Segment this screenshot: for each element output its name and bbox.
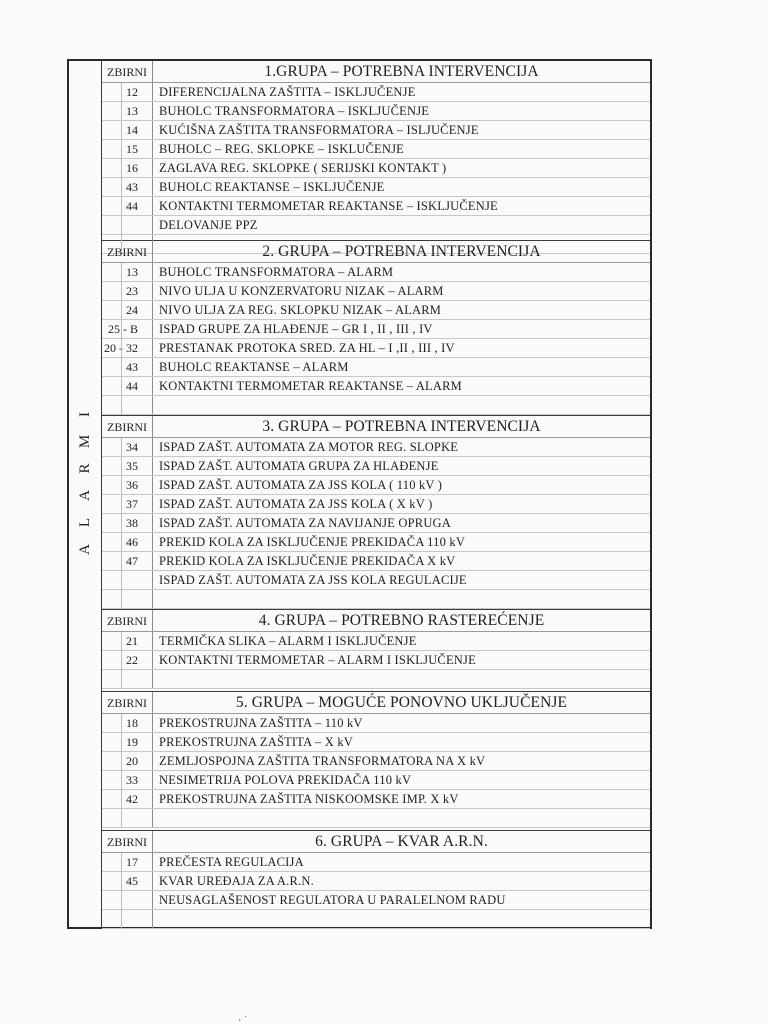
table-row — [102, 790, 650, 809]
side-letter: L — [77, 517, 93, 528]
side-letter: I — [77, 412, 93, 417]
alarm-description — [153, 590, 650, 608]
table-row — [102, 358, 650, 377]
alarm-code: 18 — [102, 714, 153, 732]
table-row — [102, 396, 650, 415]
alarm-code: 17 — [102, 853, 153, 871]
group-title: 3. GRUPA – POTREBNA INTERVENCIJA — [262, 418, 541, 435]
alarm-description: ISPAD ZAŠT. AUTOMATA GRUPA ZA HLAĐENJE — [159, 459, 439, 473]
alarm-group-6 — [102, 831, 650, 929]
alarm-description: TERMIČKA SLIKA – ALARM I ISKLJUČENJE — [159, 634, 417, 648]
group-header-row — [102, 416, 650, 438]
alarm-description: ISPAD GRUPE ZA HLAĐENJE – GR I , II , III , IV — [159, 322, 433, 336]
alarm-description: ISPAD ZAŠT. AUTOMATA ZA JSS KOLA REGULACIJE — [159, 573, 467, 587]
alarm-description: PRESTANAK PROTOKA SRED. ZA HL – I ,II , III , IV — [159, 341, 455, 355]
alarm-code: 24 — [102, 301, 153, 319]
alarm-description: NESIMETRIJA POLOVA PREKIDAČA 110 kV — [159, 773, 412, 787]
alarm-description: PREKOSTRUJNA ZAŠTITA – 110 kV — [159, 716, 363, 730]
alarm-description: KVAR UREĐAJA ZA A.R.N. — [159, 874, 314, 888]
table-row — [102, 891, 650, 910]
group-code-header: ZBIRNI — [102, 61, 153, 82]
group-header-row — [102, 61, 650, 83]
alarm-code — [102, 590, 153, 608]
alarm-code: 33 — [102, 771, 153, 789]
table-row — [102, 339, 650, 358]
alarm-description: PREKID KOLA ZA ISKLJUČENJE PREKIDAČA 110 kV — [159, 535, 466, 549]
table-row — [102, 733, 650, 752]
alarm-description: KONTAKTNI TERMOMETAR REAKTANSE – ALARM — [159, 379, 462, 393]
alarm-group-4 — [102, 610, 650, 692]
alarm-code: 35 — [102, 457, 153, 475]
alarm-description: BUHOLC – REG. SKLOPKE – ISKLUČENJE — [159, 142, 405, 156]
table-row — [102, 514, 650, 533]
table-row — [102, 83, 650, 102]
side-label-column — [69, 61, 102, 927]
group-code-header: ZBIRNI — [102, 692, 153, 713]
table-row — [102, 457, 650, 476]
group-code-header: ZBIRNI — [102, 241, 153, 262]
table-row — [102, 197, 650, 216]
alarm-code — [102, 571, 153, 589]
alarm-code — [102, 670, 153, 688]
group-title: 1.GRUPA – POTREBNA INTERVENCIJA — [264, 63, 539, 80]
alarm-description: KONTAKTNI TERMOMETAR REAKTANSE – ISKLJUČENJE — [159, 199, 498, 213]
group-code-header: ZBIRNI — [102, 831, 153, 852]
alarm-description: BUHOLC REAKTANSE – ISKLJUČENJE — [159, 180, 385, 194]
scan-artifact: ‚ · — [238, 1012, 248, 1023]
side-letter: M — [77, 434, 93, 449]
alarm-code: 45 — [102, 872, 153, 890]
table-row — [102, 872, 650, 891]
alarm-code: 23 — [102, 282, 153, 300]
table-row — [102, 282, 650, 301]
alarm-code: 20 - 32 — [102, 339, 153, 357]
alarm-description: ISPAD ZAŠT. AUTOMATA ZA JSS KOLA ( 110 kV ) — [159, 478, 443, 492]
alarm-code: 43 — [102, 178, 153, 196]
table-row — [102, 320, 650, 339]
alarm-group-3 — [102, 416, 650, 610]
alarm-description: ISPAD ZAŠT. AUTOMATA ZA JSS KOLA ( X kV ) — [159, 497, 433, 511]
side-label-alarmi — [69, 401, 102, 563]
side-letter: A — [77, 544, 93, 555]
alarm-code: 14 — [102, 121, 153, 139]
table-row — [102, 571, 650, 590]
alarm-description: NIVO ULJA ZA REG. SKLOPKU NIZAK – ALARM — [159, 303, 442, 317]
alarm-description: PREČESTA REGULACIJA — [159, 855, 304, 869]
alarm-code: 44 — [102, 377, 153, 395]
alarm-description: NEUSAGLAŠENOST REGULATORA U PARALELNOM RADU — [159, 893, 506, 907]
table-row — [102, 533, 650, 552]
alarm-table — [67, 59, 652, 929]
alarm-description: NIVO ULJA U KONZERVATORU NIZAK – ALARM — [159, 284, 444, 298]
table-row — [102, 102, 650, 121]
alarm-description: ZEMLJOSPOJNA ZAŠTITA TRANSFORMATORA NA X kV — [159, 754, 486, 768]
alarm-code: 37 — [102, 495, 153, 513]
alarm-code: 43 — [102, 358, 153, 376]
group-title: 4. GRUPA – POTREBNO RASTEREĆENJE — [258, 612, 545, 629]
group-title: 6. GRUPA – KVAR A.R.N. — [315, 833, 488, 850]
alarm-code: 20 — [102, 752, 153, 770]
alarm-description — [153, 910, 650, 928]
table-row — [102, 438, 650, 457]
table-row — [102, 140, 650, 159]
table-row — [102, 632, 650, 651]
alarm-code: 22 — [102, 651, 153, 669]
alarm-description: BUHOLC TRANSFORMATORA – ISKLJUČENJE — [159, 104, 430, 118]
table-row — [102, 552, 650, 571]
table-row — [102, 263, 650, 282]
alarm-description: DIFERENCIJALNA ZAŠTITA – ISKLJUČENJE — [159, 85, 416, 99]
alarm-code: 44 — [102, 197, 153, 215]
alarm-description: ZAGLAVA REG. SKLOPKE ( SERIJSKI KONTAKT ) — [159, 161, 447, 175]
alarm-code: 42 — [102, 790, 153, 808]
group-title: 5. GRUPA – MOGUĆE PONOVNO UKLJUČENJE — [235, 694, 568, 711]
alarm-groups — [102, 61, 650, 927]
group-code-header: ZBIRNI — [102, 610, 153, 631]
alarm-code: 13 — [102, 263, 153, 281]
alarm-description — [153, 670, 650, 688]
table-row — [102, 853, 650, 872]
table-row — [102, 752, 650, 771]
alarm-code: 25 - B — [102, 320, 153, 338]
alarm-code — [102, 809, 153, 827]
group-code-header: ZBIRNI — [102, 416, 153, 437]
alarm-description: ISPAD ZAŠT. AUTOMATA ZA NAVIJANJE OPRUGA — [159, 516, 451, 530]
table-row — [102, 178, 650, 197]
alarm-description: KUĆIŠNA ZAŠTITA TRANSFORMATORA – ISLJUČENJE — [159, 123, 479, 137]
alarm-code: 19 — [102, 733, 153, 751]
alarm-code: 47 — [102, 552, 153, 570]
side-letter: A — [77, 490, 93, 501]
table-row — [102, 714, 650, 733]
alarm-code: 46 — [102, 533, 153, 551]
table-row — [102, 809, 650, 828]
alarm-description: ISPAD ZAŠT. AUTOMATA ZA MOTOR REG. SLOPKE — [159, 440, 459, 454]
alarm-code: 13 — [102, 102, 153, 120]
table-row — [102, 651, 650, 670]
alarm-code: 38 — [102, 514, 153, 532]
table-row — [102, 910, 650, 929]
table-row — [102, 590, 650, 609]
table-row — [102, 159, 650, 178]
alarm-group-2 — [102, 241, 650, 416]
alarm-code: 36 — [102, 476, 153, 494]
table-row — [102, 377, 650, 396]
alarm-code: 12 — [102, 83, 153, 101]
table-row — [102, 476, 650, 495]
alarm-code — [102, 396, 153, 414]
alarm-description — [153, 396, 650, 414]
alarm-description: PREKOSTRUJNA ZAŠTITA – X kV — [159, 735, 353, 749]
alarm-code: 16 — [102, 159, 153, 177]
alarm-description: DELOVANJE PPZ — [159, 218, 258, 232]
table-row — [102, 301, 650, 320]
alarm-code — [102, 216, 153, 234]
alarm-description — [153, 809, 650, 827]
alarm-code: 21 — [102, 632, 153, 650]
alarm-description: BUHOLC REAKTANSE – ALARM — [159, 360, 349, 374]
alarm-code — [102, 910, 153, 928]
group-header-row — [102, 610, 650, 632]
table-row — [102, 670, 650, 689]
group-title: 2. GRUPA – POTREBNA INTERVENCIJA — [262, 243, 541, 260]
side-letter: R — [77, 463, 93, 474]
table-row — [102, 121, 650, 140]
alarm-group-5 — [102, 692, 650, 831]
group-header-row — [102, 241, 650, 263]
alarm-description: PREKOSTRUJNA ZAŠTITA NISKOOMSKE IMP. X kV — [159, 792, 459, 806]
alarm-description: KONTAKTNI TERMOMETAR – ALARM I ISKLJUČENJE — [159, 653, 476, 667]
group-header-row — [102, 692, 650, 714]
table-row — [102, 216, 650, 235]
alarm-description: BUHOLC TRANSFORMATORA – ALARM — [159, 265, 394, 279]
group-header-row — [102, 831, 650, 853]
alarm-group-1 — [102, 61, 650, 241]
alarm-code: 34 — [102, 438, 153, 456]
alarm-code — [102, 891, 153, 909]
alarm-description: PREKID KOLA ZA ISKLJUČENJE PREKIDAČA X kV — [159, 554, 456, 568]
table-row — [102, 495, 650, 514]
table-row — [102, 771, 650, 790]
alarm-code: 15 — [102, 140, 153, 158]
